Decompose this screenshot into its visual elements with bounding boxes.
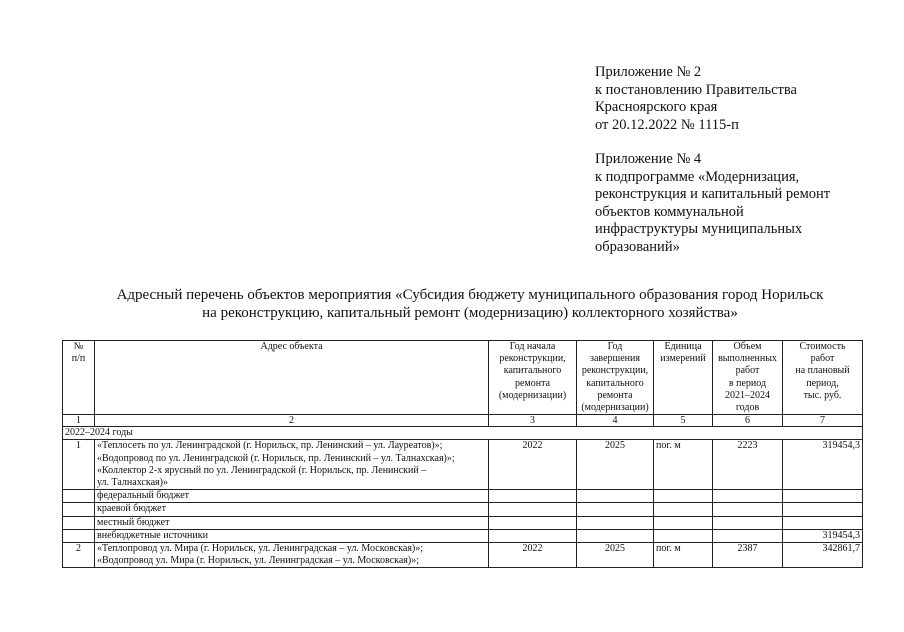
funding-source-cost: 319454,3 [783,529,863,542]
unit: пог. м [654,440,713,490]
column-number-cell: 5 [654,415,713,427]
column-number-cell: 2 [95,415,489,427]
header-cell-unit: Единица измерений [654,341,713,415]
header-cell-start-year: Год начала реконструкции, капитального ремонта (модернизации) [489,341,577,415]
unit: пог. м [654,543,713,568]
approval-line: к постановлению Правительства [595,81,797,98]
header-cell-cost: Стоимость работ на плановый период, тыс. руб. [783,341,863,415]
work-volume: 2387 [713,543,783,568]
document-title-line: на реконструкцию, капитальный ремонт (модернизацию) коллекторного хозяйства» [202,305,738,321]
header-cell-address: Адрес объекта [95,341,489,415]
column-number-cell: 3 [489,415,577,427]
approval-line: образований» [595,238,680,255]
approval-line: к подпрограмме «Модернизация, [595,168,800,185]
start-year: 2022 [489,440,577,490]
funding-source-row [63,529,863,542]
work-cost: 342861,7 [783,543,863,568]
table-row [63,543,863,568]
approval-block-subprogram [595,151,830,256]
table-row [63,440,863,490]
end-year: 2025 [577,543,654,568]
approval-block-government [595,64,797,134]
object-address: «Теплопровод ул. Мира (г. Норильск, ул. Ленинградская – ул. Московская)»; «Водопровод ул. Мира (г. Норильск, ул. Ленинградская – ул. Московская)»; [95,543,489,568]
column-number-row [63,415,863,427]
header-cell-end-year: Год завершения реконструкции, капитального ремонта (модернизации) [577,341,654,415]
start-year: 2022 [489,543,577,568]
funding-source-row [63,516,863,529]
object-address: «Теплосеть по ул. Ленинградской (г. Норильск, пр. Ленинский – ул. Лауреатов)»; «Водопровод по ул. Ленинградской (г. Норильск, пр. Ленинский – ул. Талнахская)»; «Коллектор 2-х ярусный по ул. Ленинградской (г. Норильск, пр. Ленинский – ул. Талнахская)» [95,440,489,490]
approval-line: от 20.12.2022 № 1115-п [595,116,739,133]
column-number-cell: 7 [783,415,863,427]
row-number: 2 [63,543,95,568]
funding-source-label: федеральный бюджет [95,490,489,503]
funding-source-label: краевой бюджет [95,503,489,516]
approval-line: инфраструктуры муниципальных [595,221,803,237]
funding-source-label: местный бюджет [95,516,489,529]
approval-line: реконструкция и капитальный ремонт [595,186,831,202]
end-year: 2025 [577,440,654,490]
work-cost: 319454,3 [783,440,863,490]
approval-line: Приложение № 4 [595,151,702,167]
funding-source-cost [783,503,863,516]
document-title-line: Адресный перечень объектов мероприятия «Субсидия бюджету муниципального образования город Норильск [116,287,824,303]
funding-source-row [63,490,863,503]
work-volume: 2223 [713,440,783,490]
funding-source-label: внебюджетные источники [95,529,489,542]
funding-source-cost [783,490,863,503]
row-number: 1 [63,440,95,490]
object-address-table [62,340,863,568]
period-label: 2022–2024 годы [63,427,863,440]
header-cell-number: № п/п [63,341,95,415]
column-number-cell: 1 [63,415,95,427]
document-title [60,286,880,322]
funding-source-cost [783,516,863,529]
header-cell-volume: Объем выполненных работ в период 2021–2024 годов [713,341,783,415]
table-header-row [63,341,863,415]
approval-line: Красноярского края [595,99,718,115]
approval-line: объектов коммунальной [595,203,744,220]
funding-source-row [63,503,863,516]
period-row [63,427,863,440]
column-number-cell: 6 [713,415,783,427]
approval-line: Приложение № 2 [595,64,702,80]
column-number-cell: 4 [577,415,654,427]
